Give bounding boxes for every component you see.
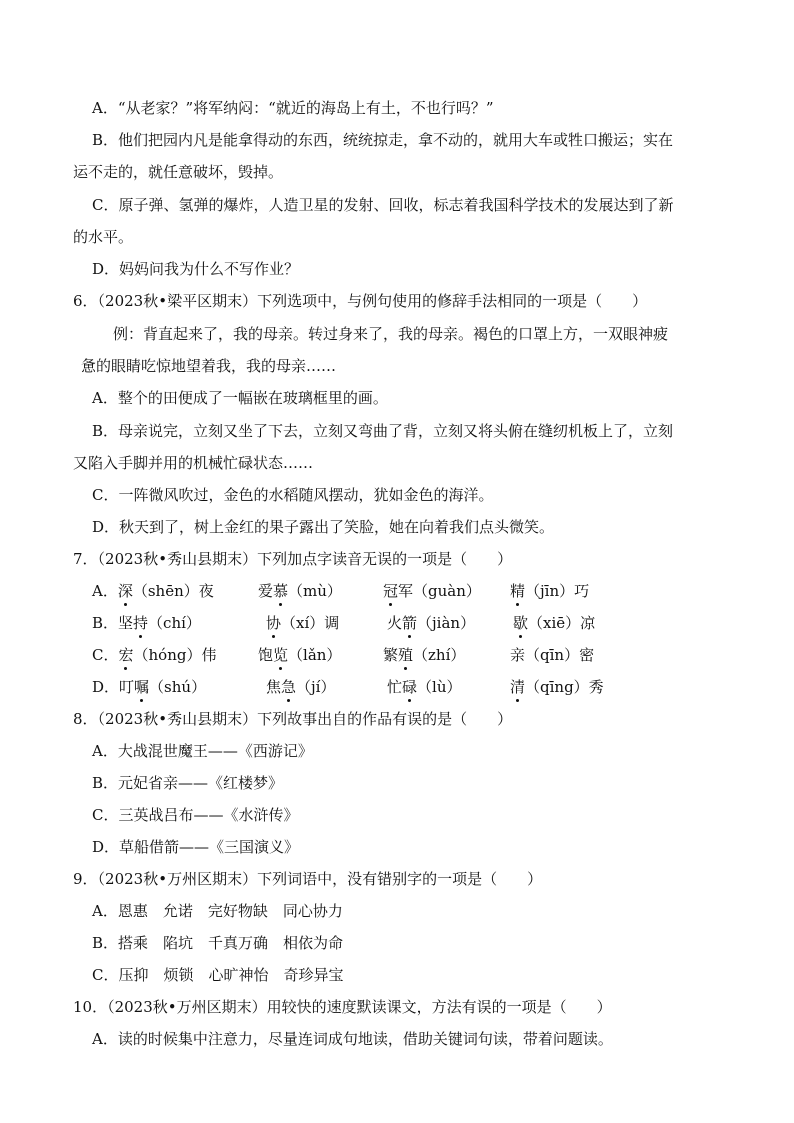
text-line: 运不走的，就任意破坏，毁掉。 bbox=[73, 163, 284, 181]
pinyin-item bbox=[383, 645, 465, 665]
text-line: 7．（2023秋•秀山县期末）下列加点字读音无误的一项是（ ） bbox=[73, 550, 513, 568]
dotted-character: 歇 bbox=[513, 614, 529, 632]
item-suffix: （xiē）凉 bbox=[528, 614, 596, 632]
dotted-character: 宏 bbox=[118, 646, 134, 664]
item-suffix: （jīn）巧 bbox=[525, 582, 590, 600]
item-prefix: 焦 bbox=[266, 678, 282, 696]
pinyin-item bbox=[258, 645, 341, 665]
text-line: 惫的眼睛吃惊地望着我，我的母亲…… bbox=[81, 357, 337, 375]
pinyin-item bbox=[266, 613, 339, 633]
item-prefix: C． bbox=[92, 646, 119, 664]
pinyin-item bbox=[513, 613, 595, 633]
text-line: C．原子弹、氢弹的爆炸，人造卫星的发射、回收，标志着我国科学技术的发展达到了新 bbox=[92, 196, 674, 214]
text-line: D．妈妈问我为什么不写作业？ bbox=[92, 260, 300, 278]
item-suffix: （xí）调 bbox=[281, 614, 340, 632]
item-prefix: D．叮 bbox=[92, 678, 135, 696]
pinyin-item bbox=[266, 677, 335, 697]
dotted-character: 嘱 bbox=[134, 678, 150, 696]
dotted-character: 急 bbox=[281, 678, 297, 696]
item-suffix: （zhí） bbox=[413, 646, 466, 664]
text-line: A．恩惠 允诺 完好物缺 同心协力 bbox=[92, 902, 343, 920]
item-prefix: B．坚 bbox=[92, 614, 134, 632]
item-prefix: 亲 bbox=[510, 646, 526, 664]
text-line: B．元妃省亲——《红楼梦》 bbox=[92, 774, 284, 792]
item-suffix: （lǎn） bbox=[288, 646, 342, 664]
item-prefix: 爱 bbox=[258, 582, 274, 600]
dotted-character: 殖 bbox=[398, 646, 414, 664]
dotted-character: 精 bbox=[510, 582, 526, 600]
item-suffix: （lù） bbox=[417, 678, 462, 696]
dotted-character: 箭 bbox=[402, 614, 418, 632]
pinyin-item bbox=[510, 645, 594, 665]
text-line: A．“从老家？”将军纳闷：“就近的海岛上有土，不也行吗？” bbox=[92, 99, 494, 117]
text-line: 9．（2023秋•万州区期末）下列词语中，没有错别字的一项是（ ） bbox=[73, 870, 543, 888]
item-suffix: （hóng）伟 bbox=[133, 646, 217, 664]
pinyin-item bbox=[92, 613, 201, 633]
item-prefix: 忙 bbox=[387, 678, 403, 696]
text-line: B．母亲说完，立刻又坐了下去，立刻又弯曲了背，立刻又将头俯在缝纫机板上了，立刻 bbox=[92, 422, 674, 440]
item-suffix: 军（guàn） bbox=[398, 582, 481, 600]
text-line: C．一阵微风吹过，金色的水稻随风摆动，犹如金色的海洋。 bbox=[92, 486, 494, 504]
dotted-character: 持 bbox=[133, 614, 149, 632]
text-line: D．秋天到了，树上金红的果子露出了笑脸，她在向着我们点头微笑。 bbox=[92, 518, 555, 536]
text-line: 的水平。 bbox=[73, 228, 134, 246]
text-line: 10．（2023秋•万州区期末）用较快的速度默读课文，方法有误的一项是（ ） bbox=[73, 998, 612, 1016]
text-line: 8．（2023秋•秀山县期末）下列故事出自的作品有误的是（ ） bbox=[73, 710, 513, 728]
dotted-character: 冠 bbox=[383, 582, 399, 600]
text-line: A．大战混世魔王——《西游记》 bbox=[92, 742, 313, 760]
item-suffix: （mù） bbox=[288, 582, 342, 600]
text-line: A．整个的田便成了一幅嵌在玻璃框里的画。 bbox=[92, 389, 388, 407]
item-suffix: （chí） bbox=[148, 614, 201, 632]
item-prefix: 繁 bbox=[383, 646, 399, 664]
text-line: C．压抑 烦锁 心旷神怡 奇珍异宝 bbox=[92, 966, 344, 984]
item-suffix: （qīn）密 bbox=[525, 646, 595, 664]
text-line: C．三英战吕布——《水浒传》 bbox=[92, 806, 299, 824]
pinyin-item bbox=[383, 581, 481, 601]
pinyin-item bbox=[387, 677, 462, 697]
pinyin-item bbox=[92, 677, 206, 697]
item-prefix: 饱 bbox=[258, 646, 274, 664]
dotted-character: 清 bbox=[510, 678, 526, 696]
dotted-character: 协 bbox=[266, 614, 282, 632]
item-suffix: （jiàn） bbox=[417, 614, 476, 632]
pinyin-item bbox=[92, 581, 214, 601]
pinyin-item bbox=[258, 581, 342, 601]
text-line: B．搭乘 陷坑 千真万确 相依为命 bbox=[92, 934, 344, 952]
item-suffix: （shú） bbox=[149, 678, 207, 696]
text-line: A．读的时候集中注意力，尽量连词成句地读，借助关键词句读，带着问题读。 bbox=[92, 1030, 613, 1048]
item-prefix: 火 bbox=[387, 614, 403, 632]
pinyin-item bbox=[510, 677, 604, 697]
pinyin-item bbox=[387, 613, 475, 633]
pinyin-item bbox=[92, 645, 216, 665]
text-line: 例：背直起来了，我的母亲。转过身来了，我的母亲。褐色的口罩上方，一双眼神疲 bbox=[113, 325, 669, 343]
item-suffix: （shēn）夜 bbox=[132, 582, 214, 600]
item-prefix: A． bbox=[92, 582, 118, 600]
dotted-character: 览 bbox=[273, 646, 289, 664]
dotted-character: 深 bbox=[117, 582, 133, 600]
text-line: B．他们把园内凡是能拿得动的东西，统统掠走，拿不动的，就用大车或牲口搬运；实在 bbox=[92, 131, 674, 149]
pinyin-item bbox=[510, 581, 589, 601]
item-suffix: （qīng）秀 bbox=[525, 678, 604, 696]
text-line: 6．（2023秋•梁平区期末）下列选项中，与例句使用的修辞手法相同的一项是（ ） bbox=[73, 292, 648, 310]
dotted-character: 碌 bbox=[402, 678, 418, 696]
text-line: 又陷入手脚并用的机械忙碌状态…… bbox=[73, 454, 314, 472]
item-suffix: （jí） bbox=[296, 678, 336, 696]
text-line: D．草船借箭——《三国演义》 bbox=[92, 838, 300, 856]
dotted-character: 慕 bbox=[273, 582, 289, 600]
